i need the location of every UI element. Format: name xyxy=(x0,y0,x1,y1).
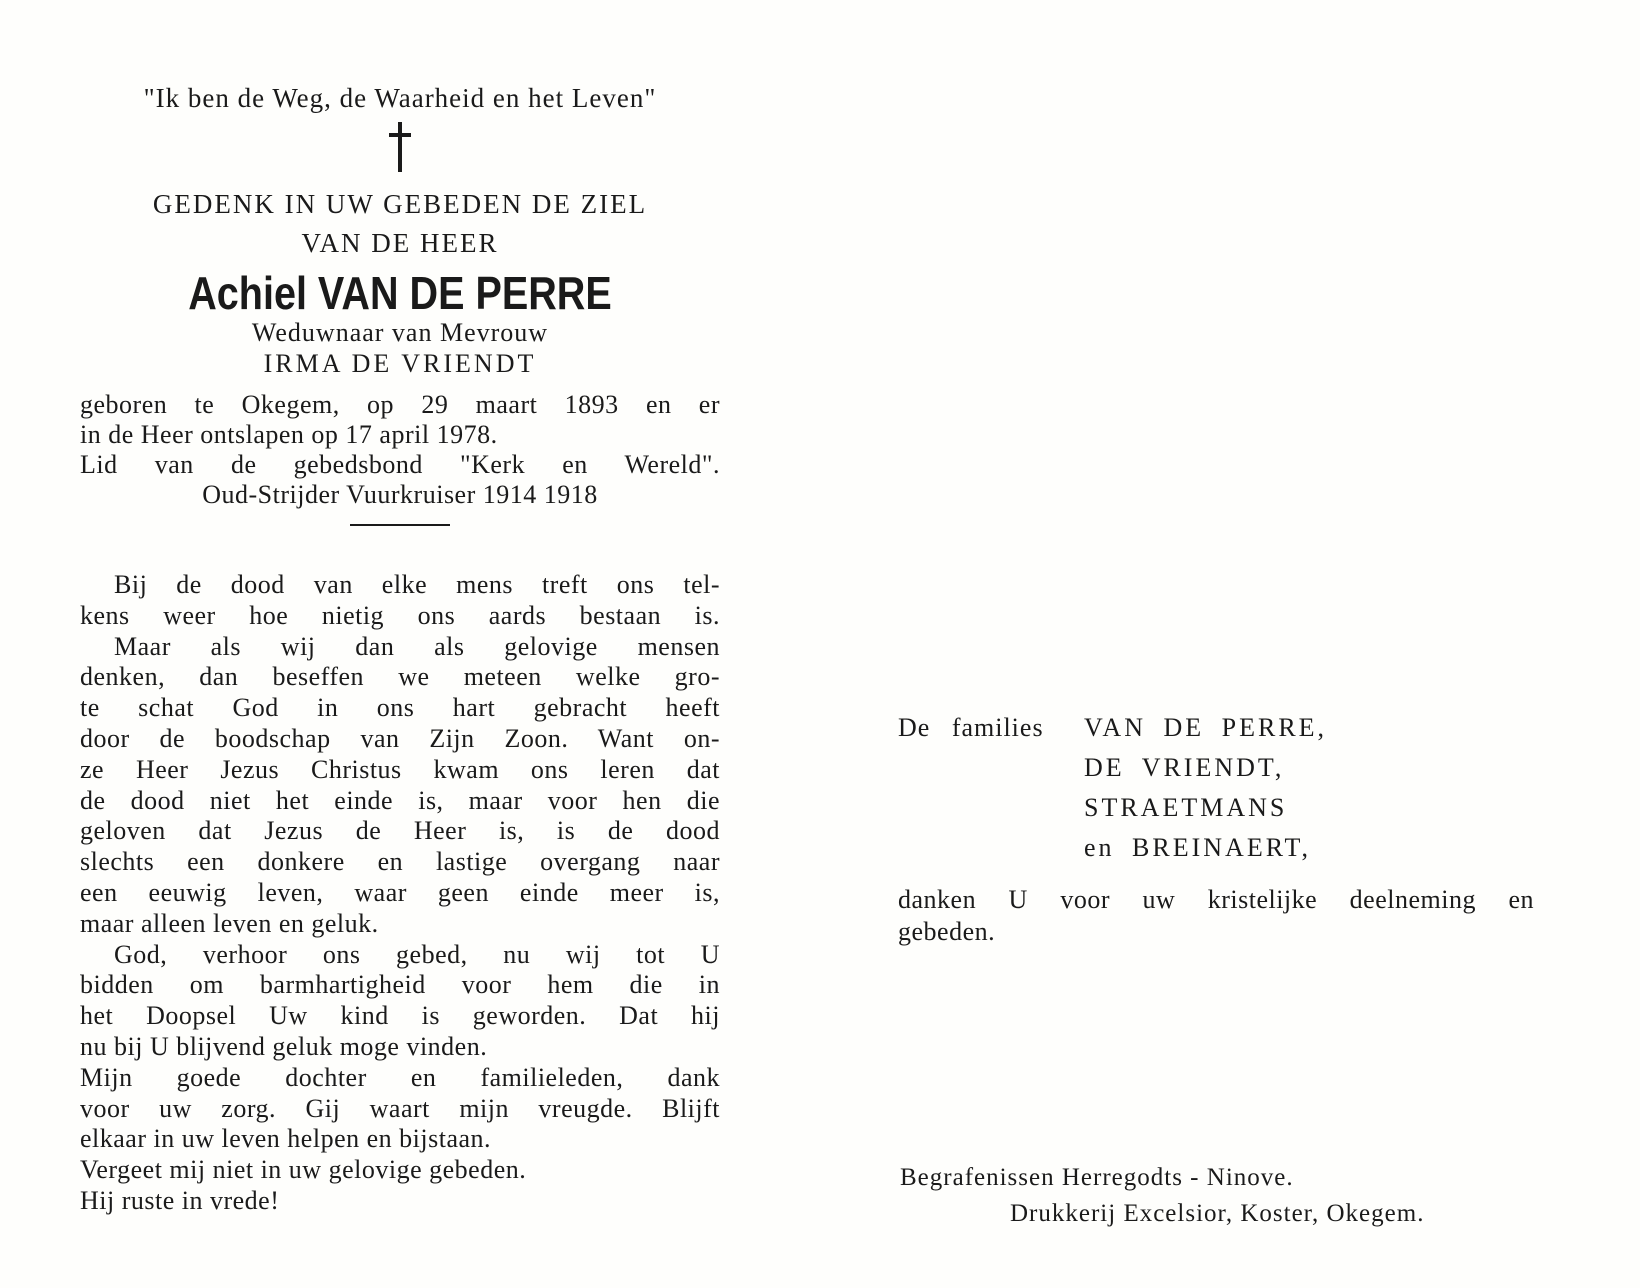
funeral-credits xyxy=(900,1160,1520,1232)
prayer-line: nu bij U blijvend geluk moge vinden. xyxy=(80,1031,488,1061)
bio-line-birth: geboren te Okegem, op 29 maart 1893 en er xyxy=(80,390,720,419)
prayer-line: slechts een donkere en lastige overgang naar xyxy=(80,847,720,877)
heading-line-2: VAN DE HEER xyxy=(301,228,499,258)
prayer-line: kens weer hoe nietig ons aards bestaan is. xyxy=(80,600,720,630)
spouse-name: IRMA DE VRIENDT xyxy=(263,349,537,378)
family-row xyxy=(898,748,1558,788)
memorial-text-panel xyxy=(80,78,720,1217)
family-row xyxy=(898,788,1558,828)
printer: Drukkerij Excelsior, Koster, Okegem. xyxy=(1010,1200,1425,1227)
prayer-line: Mijn goede dochter en familieleden, dank xyxy=(80,1062,720,1092)
family-name-last xyxy=(1084,828,1311,868)
prayer-line: God, verhoor ons gebed, nu wij tot U xyxy=(114,939,720,969)
families-label: De families xyxy=(898,713,1044,742)
bio-line-membership: Lid van de gebedsbond "Kerk en Wereld". xyxy=(80,450,720,479)
prayer-line: door de boodschap van Zijn Zoon. Want on- xyxy=(80,723,720,753)
prayer-line: Vergeet mij niet in uw gelovige gebeden. xyxy=(80,1155,527,1185)
family-row xyxy=(898,708,1558,748)
families-list xyxy=(898,708,1558,868)
family-name: DE VRIENDT, xyxy=(1084,753,1285,782)
prayer-line: elkaar in uw leven helpen en bijstaan. xyxy=(80,1124,492,1154)
prayer-line: een eeuwig leven, waar geen einde meer is, xyxy=(80,877,720,907)
prayer-line: het Doopsel Uw kind is geworden. Dat hij xyxy=(80,1001,720,1031)
divider xyxy=(350,524,450,526)
heading-line-1: GEDENK IN UW GEBEDEN DE ZIEL xyxy=(152,189,648,219)
prayer-line: Maar als wij dan als gelovige mensen xyxy=(114,631,720,661)
bio-line-death: in de Heer ontslapen op 17 april 1978. xyxy=(80,420,498,449)
prayer-line: de dood niet het einde is, maar voor hen die xyxy=(80,785,720,815)
prayer-text xyxy=(80,570,720,1217)
prayer-line: Hij ruste in vrede! xyxy=(80,1185,280,1215)
family-name: STRAETMANS xyxy=(1084,793,1288,822)
prayer-line: ze Heer Jezus Christus kwam ons leren dat xyxy=(80,754,720,784)
prayer-line: voor uw zorg. Gij waart mijn vreugde. Blijft xyxy=(80,1093,720,1123)
family-name: VAN DE PERRE, xyxy=(1084,713,1328,742)
biography xyxy=(80,390,720,510)
thanks-text xyxy=(898,884,1534,948)
prayer-line: bidden om barmhartigheid voor hem die in xyxy=(80,970,720,1000)
prayer-line: maar alleen leven en geluk. xyxy=(80,908,379,938)
cross-icon xyxy=(384,122,416,172)
family-conjunction: en xyxy=(1084,833,1115,862)
prayer-line: geloven dat Jezus de Heer is, is de dood xyxy=(80,816,720,846)
widower-of: Weduwnaar van Mevrouw xyxy=(251,318,549,347)
scripture-quote: "Ik ben de Weg, de Waarheid en het Leven" xyxy=(143,83,657,113)
bio-line-veteran: Oud-Strijder Vuurkruiser 1914 1918 xyxy=(202,480,598,509)
prayer-line: denken, dan beseffen we meteen welke gro- xyxy=(80,662,720,692)
thanks-line: gebeden. xyxy=(898,917,996,946)
prayer-line: Bij de dood van elke mens treft ons tel- xyxy=(114,570,720,599)
prayer-line: te schat God in ons hart gebracht heeft xyxy=(80,693,720,723)
family-name: BREINAERT, xyxy=(1132,833,1311,862)
family-row xyxy=(898,828,1558,868)
thanks-line: danken U voor uw kristelijke deelneming en xyxy=(898,885,1534,914)
funeral-home: Begrafenissen Herregodts - Ninove. xyxy=(900,1164,1294,1191)
deceased-name: Achiel VAN DE PERRE xyxy=(188,267,612,319)
